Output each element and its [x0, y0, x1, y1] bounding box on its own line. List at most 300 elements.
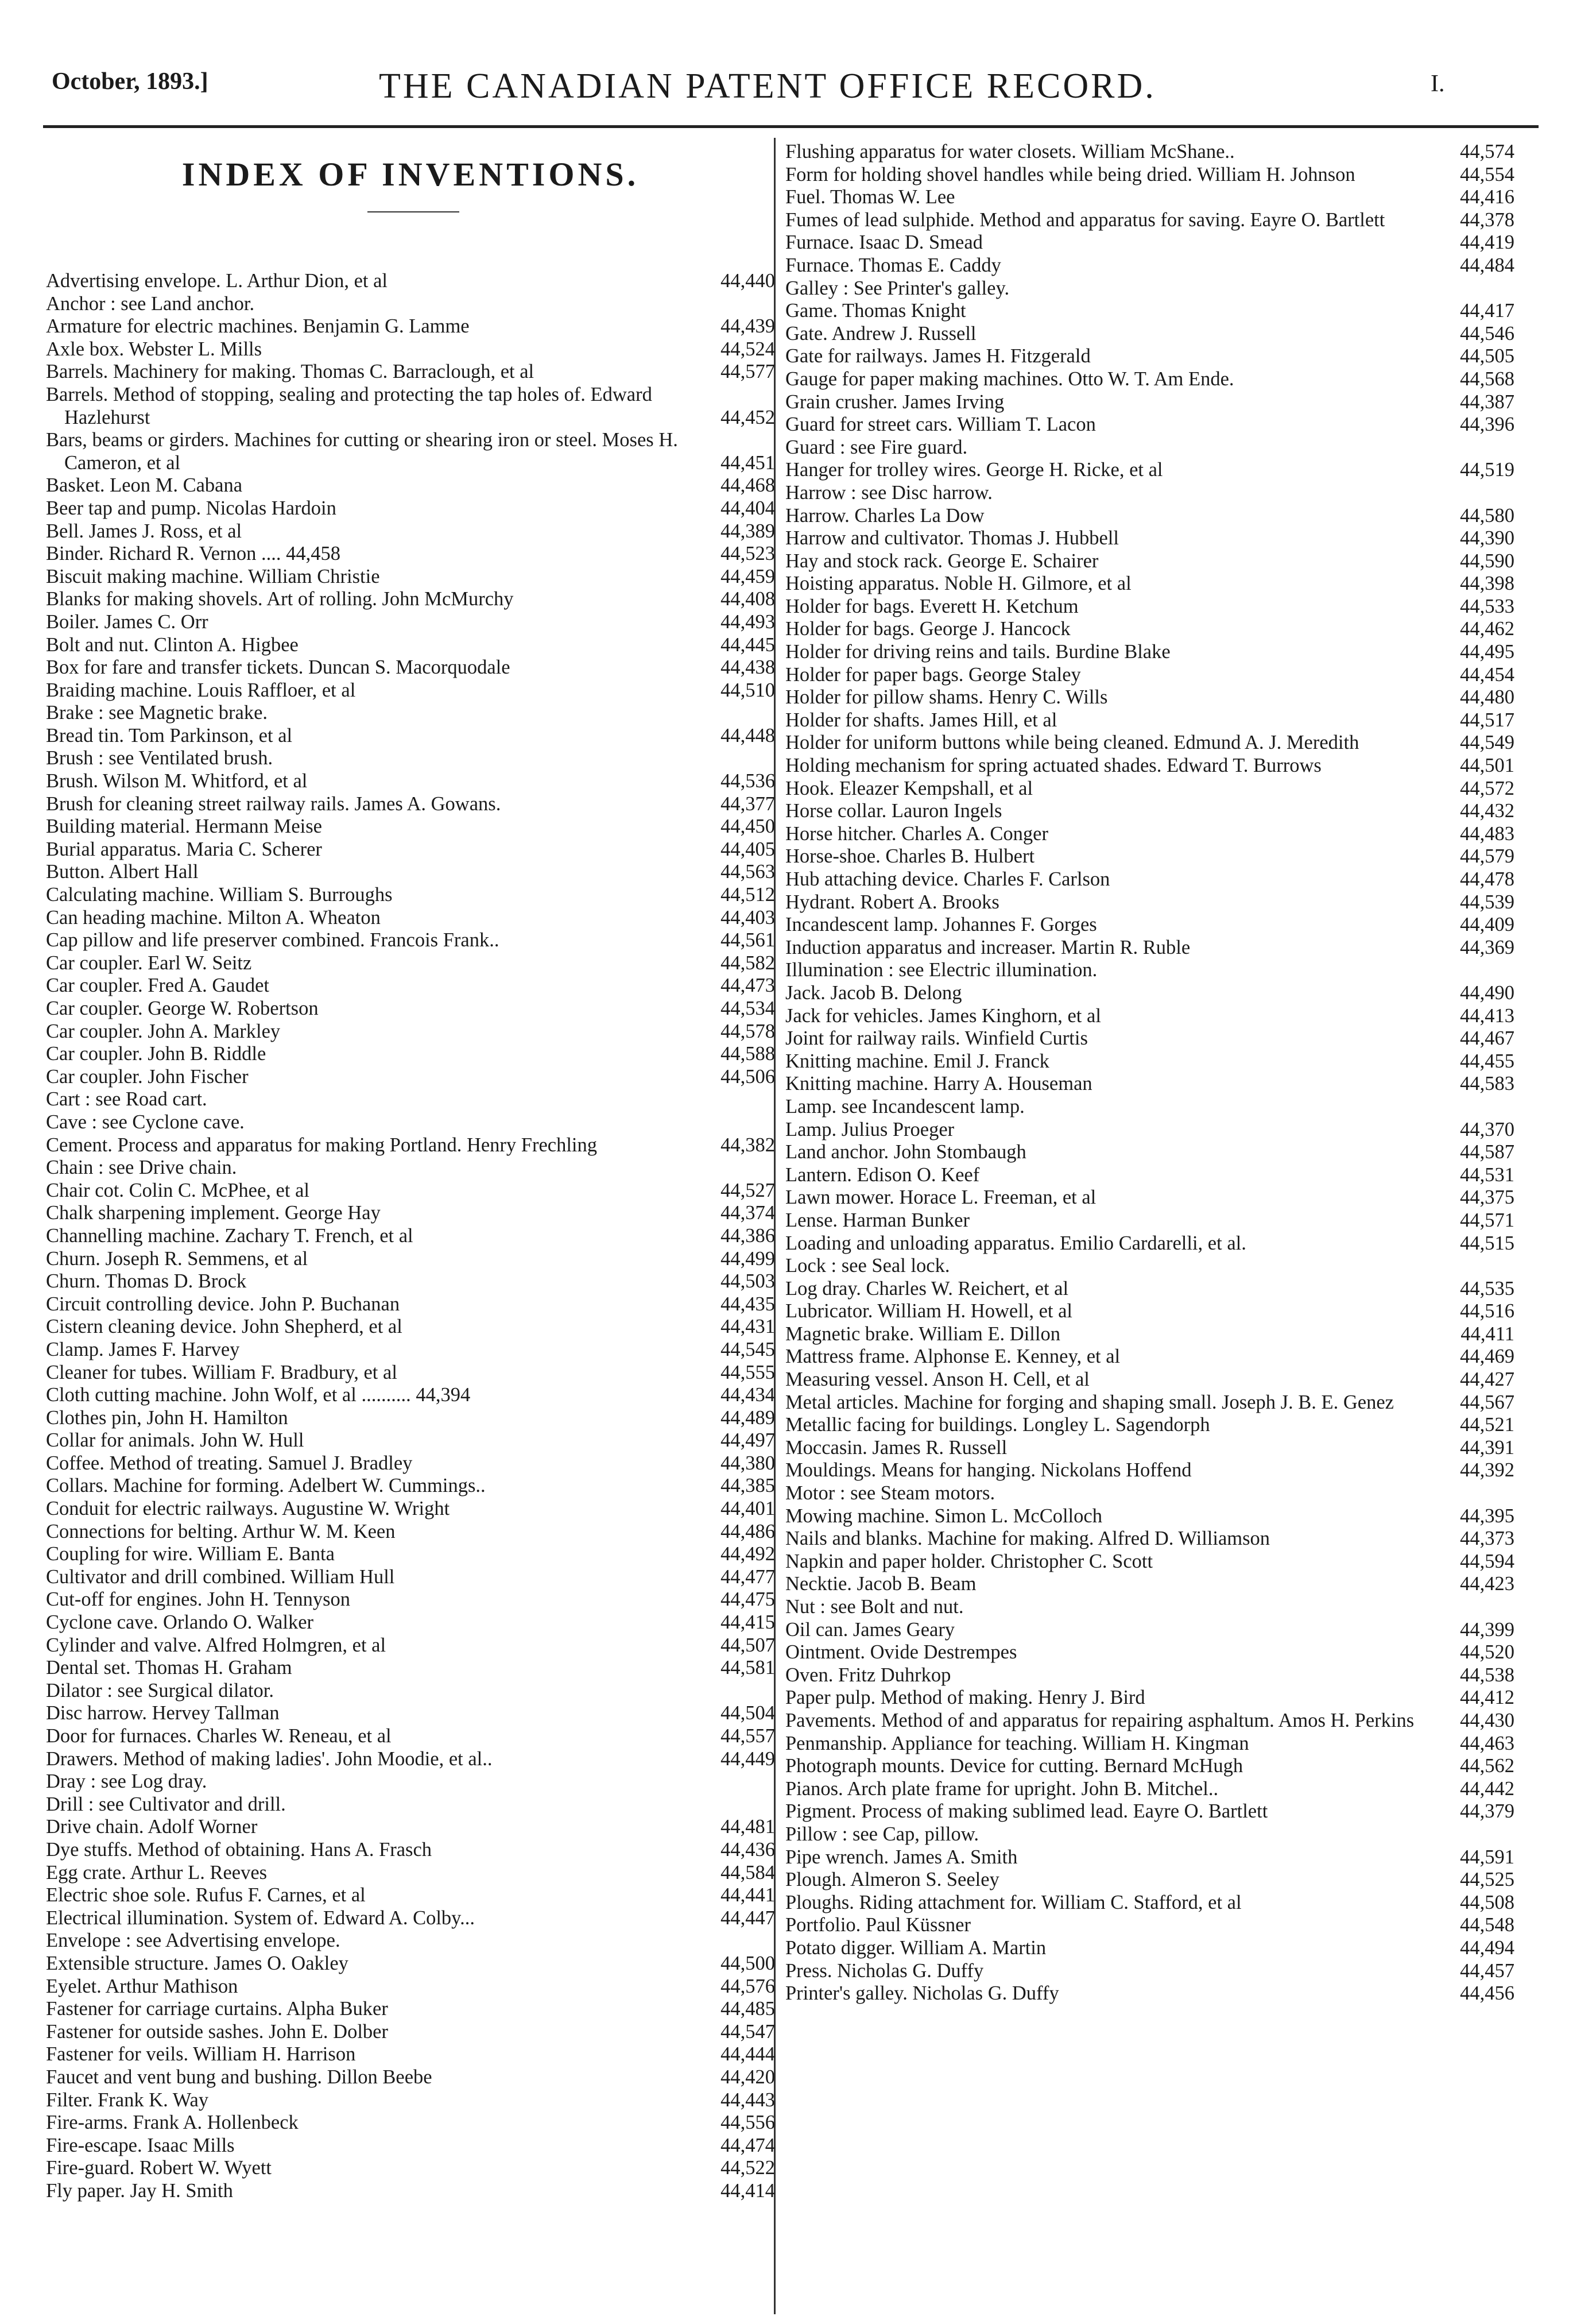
right-column — [785, 141, 1514, 2005]
entry-text: Egg crate. Arthur L. Reeves — [46, 1861, 268, 1884]
patent-number: 44,499 — [720, 1247, 775, 1270]
index-entry — [46, 997, 775, 1020]
patent-number: 44,451 — [720, 451, 775, 474]
index-entry — [785, 1209, 1514, 1232]
entry-text: Pavements. Method of and apparatus for repairing asphaltum. Amos H. Perkins — [785, 1709, 1415, 1731]
patent-number: 44,468 — [720, 474, 775, 497]
entry-text: Furnace. Isaac D. Smead — [785, 231, 983, 254]
entry-text: Disc harrow. Hervey Tallman — [46, 1702, 280, 1724]
entry-text: Jack for vehicles. James Kinghorn, et al — [785, 1004, 1101, 1027]
patent-number: 44,490 — [1460, 981, 1514, 1004]
index-entry — [785, 755, 1514, 778]
entry-text: Gate for railways. James H. Fitzgerald — [785, 345, 1091, 368]
entry-text: Channelling machine. Zachary T. French, et al — [46, 1224, 413, 1247]
patent-number: 44,504 — [720, 1702, 775, 1724]
index-entry — [46, 1839, 775, 1862]
index-entry — [785, 641, 1514, 664]
entry-text: Fire-guard. Robert W. Wyett — [46, 2157, 272, 2179]
index-entry — [46, 1884, 775, 1907]
patent-number: 44,474 — [720, 2134, 775, 2156]
index-entry — [46, 929, 775, 952]
entry-text: Napkin and paper holder. Christopher C. Scott — [785, 1550, 1153, 1572]
entry-text: Holder for driving reins and tails. Burdine Blake — [785, 641, 1171, 663]
entry-text: Holder for shafts. James Hill, et al — [785, 709, 1057, 731]
entry-text: Fly paper. Jay H. Smith — [46, 2179, 233, 2202]
entry-text: Drill : see Cultivator and drill. — [46, 1793, 286, 1815]
entry-text: Hydrant. Robert A. Brooks — [785, 891, 999, 913]
entry-text: Axle box. Webster L. Mills — [46, 338, 262, 360]
patent-number: 44,444 — [720, 2043, 775, 2066]
left-column — [46, 0, 775, 2202]
index-entry — [785, 1982, 1514, 2005]
patent-number: 44,463 — [1460, 1732, 1514, 1754]
entry-text: Gauge for paper making machines. Otto W. T. Am Ende. — [785, 368, 1234, 390]
entry-text: Brush for cleaning street railway rails. James A. Gowans. — [46, 792, 501, 815]
entry-text: Ploughs. Riding attachment for. William C. Stafford, et al — [785, 1891, 1242, 1913]
patent-number: 44,492 — [720, 1543, 775, 1565]
index-entry — [785, 141, 1514, 164]
entry-text: Furnace. Thomas E. Caddy — [785, 254, 1001, 276]
index-entry — [46, 975, 775, 997]
patent-number: 44,561 — [720, 929, 775, 952]
entry-text: Necktie. Jacob B. Beam — [785, 1573, 977, 1595]
index-entry — [46, 861, 775, 884]
index-entry — [785, 1641, 1514, 1664]
entry-text: Cloth cutting machine. John Wolf, et al .......... 44,394 — [46, 1384, 471, 1406]
index-entry — [785, 1232, 1514, 1255]
title-rule — [367, 211, 459, 212]
entry-text: Incandescent lamp. Johannes F. Gorges — [785, 914, 1097, 936]
entry-text: Lubricator. William H. Howell, et al — [785, 1300, 1073, 1323]
index-entry — [46, 2066, 775, 2089]
patent-number: 44,449 — [720, 1747, 775, 1770]
patent-number: 44,510 — [720, 679, 775, 701]
patent-number: 44,536 — [720, 770, 775, 792]
index-entry — [785, 1323, 1514, 1346]
entry-text: Hook. Eleazer Kempshall, et al — [785, 777, 1033, 799]
index-entry — [785, 1755, 1514, 1778]
index-entry — [46, 1998, 775, 2021]
patent-number: 44,441 — [720, 1884, 775, 1907]
entry-text: Conduit for electric railways. Augustine W. Wright — [46, 1498, 450, 1520]
entry-text: Nails and blanks. Machine for making. Alfred D. Williamson — [785, 1528, 1270, 1550]
entry-text: Biscuit making machine. William Christie — [46, 565, 380, 587]
patent-number: 44,391 — [1460, 1436, 1514, 1459]
entry-text: Moccasin. James R. Russell — [785, 1436, 1008, 1459]
patent-number: 44,525 — [1460, 1869, 1514, 1891]
index-entry — [46, 384, 775, 429]
index-entry — [46, 315, 775, 338]
entry-text: Press. Nicholas G. Duffy — [785, 1959, 984, 1982]
entry-text: Drawers. Method of making ladies'. John Moodie, et al.. — [46, 1747, 493, 1770]
index-entry — [785, 1664, 1514, 1687]
header-page-number: I. — [1431, 71, 1445, 97]
entry-text: Harrow : see Disc harrow. — [785, 481, 993, 504]
index-entry — [46, 1429, 775, 1452]
entry-text: Dray : see Log dray. — [46, 1770, 207, 1793]
index-entry — [46, 1680, 775, 1703]
patent-number: 44,415 — [720, 1611, 775, 1634]
patent-number: 44,469 — [1460, 1345, 1514, 1368]
entry-text: Door for furnaces. Charles W. Reneau, et al — [46, 1725, 392, 1747]
patent-number: 44,533 — [1460, 595, 1514, 617]
entry-text: Holding mechanism for spring actuated shades. Edward T. Burrows — [785, 755, 1322, 777]
patent-number: 44,423 — [1460, 1573, 1514, 1595]
entry-text: Coupling for wire. William E. Banta — [46, 1543, 335, 1565]
index-entry — [785, 1368, 1514, 1391]
patent-number: 44,473 — [720, 975, 775, 997]
patent-number: 44,455 — [1460, 1050, 1514, 1072]
entry-text: Horse hitcher. Charles A. Conger — [785, 822, 1048, 845]
entry-text: Advertising envelope. L. Arthur Dion, et al — [46, 270, 388, 292]
entry-text: Armature for electric machines. Benjamin G. Lamme — [46, 315, 470, 338]
index-entry — [785, 959, 1514, 982]
entry-text: Harrow. Charles La Dow — [785, 504, 985, 527]
patent-number: 44,443 — [720, 2089, 775, 2111]
entry-text: Chain : see Drive chain. — [46, 1157, 237, 1179]
index-entry — [46, 270, 775, 293]
index-entry — [46, 566, 775, 589]
index-entry — [46, 1020, 775, 1043]
index-entry — [785, 1414, 1514, 1437]
entry-text: Dye stuffs. Method of obtaining. Hans A. Frasch — [46, 1838, 432, 1861]
patent-number: 44,583 — [1460, 1073, 1514, 1095]
entry-text: Guard : see Fire guard. — [785, 436, 968, 458]
entry-text: Holder for uniform buttons while being cleaned. Edmund A. J. Meredith — [785, 732, 1359, 754]
entry-text: Fastener for outside sashes. John E. Dolber — [46, 2020, 388, 2043]
index-entry — [46, 293, 775, 316]
index-entry — [785, 1619, 1514, 1642]
entry-text: Pigment. Process of making sublimed lead. Eayre O. Bartlett — [785, 1800, 1268, 1823]
index-entry — [46, 1452, 775, 1475]
right-entry-list — [785, 141, 1514, 2005]
patent-number: 44,369 — [1460, 936, 1514, 958]
index-entry — [46, 679, 775, 702]
patent-number: 44,562 — [1460, 1755, 1514, 1777]
entry-text: Fuel. Thomas W. Lee — [785, 186, 955, 208]
patent-number: 44,557 — [720, 1725, 775, 1747]
index-entry — [46, 2021, 775, 2044]
index-entry — [46, 1293, 775, 1316]
index-entry — [46, 429, 775, 474]
index-entry — [46, 793, 775, 816]
index-entry — [46, 1111, 775, 1134]
index-entry — [785, 1050, 1514, 1073]
patent-number: 44,522 — [720, 2157, 775, 2179]
patent-number: 44,431 — [720, 1316, 775, 1338]
patent-number: 44,447 — [720, 1907, 775, 1929]
index-entry — [785, 1005, 1514, 1028]
entry-text: Fire-escape. Isaac Mills — [46, 2134, 235, 2156]
index-entry — [785, 1096, 1514, 1119]
index-entry — [785, 550, 1514, 573]
entry-text: Horse-shoe. Charles B. Hulbert — [785, 845, 1035, 868]
patent-number: 44,590 — [1460, 550, 1514, 572]
patent-number: 44,493 — [720, 610, 775, 633]
patent-number: 44,399 — [1460, 1618, 1514, 1641]
patent-number: 44,375 — [1460, 1186, 1514, 1209]
patent-number: 44,508 — [1460, 1891, 1514, 1913]
entry-text: Cave : see Cyclone cave. — [46, 1111, 245, 1133]
entry-text: Mattress frame. Alphonse E. Kenney, et al — [785, 1345, 1121, 1368]
entry-text: Photograph mounts. Device for cutting. Bernard McHugh — [785, 1755, 1243, 1777]
entry-text: Calculating machine. William S. Burroughs — [46, 884, 393, 906]
index-entry — [46, 1475, 775, 1498]
patent-number: 44,450 — [720, 815, 775, 838]
patent-number: 44,434 — [720, 1384, 775, 1406]
entry-text: Brush. Wilson M. Whitford, et al — [46, 770, 308, 792]
entry-text: Cistern cleaning device. John Shepherd, et al — [46, 1316, 402, 1338]
entry-text: Car coupler. Fred A. Gaudet — [46, 975, 269, 997]
entry-text: Cement. Process and apparatus for making Portland. Henry Frechling — [46, 1134, 598, 1156]
patent-number: 44,587 — [1460, 1141, 1514, 1163]
index-entry — [785, 732, 1514, 755]
patent-number: 44,563 — [720, 861, 775, 883]
index-entry — [46, 1748, 775, 1771]
entry-text: Guard for street cars. William T. Lacon — [785, 413, 1096, 436]
entry-text: Dilator : see Surgical dilator. — [46, 1679, 274, 1702]
entry-text: Knitting machine. Emil J. Franck — [785, 1050, 1049, 1072]
patent-number: 44,588 — [720, 1043, 775, 1065]
patent-number: 44,380 — [720, 1452, 775, 1474]
entry-text: Oil can. James Geary — [785, 1618, 955, 1641]
entry-text: Dental set. Thomas H. Graham — [46, 1657, 292, 1679]
index-entry — [785, 231, 1514, 254]
entry-text: Electric shoe sole. Rufus F. Carnes, et al — [46, 1884, 366, 1907]
index-entry — [785, 413, 1514, 436]
index-entry — [785, 1505, 1514, 1528]
index-entry — [785, 1550, 1514, 1573]
entry-text: Car coupler. John B. Riddle — [46, 1043, 266, 1065]
patent-number: 44,445 — [720, 633, 775, 656]
index-entry — [46, 1952, 775, 1975]
patent-number: 44,377 — [720, 792, 775, 815]
entry-text: Filter. Frank K. Way — [46, 2089, 209, 2111]
index-entry — [785, 1960, 1514, 1983]
index-entry — [785, 1937, 1514, 1960]
index-entry — [46, 1202, 775, 1225]
patent-number: 44,538 — [1460, 1664, 1514, 1686]
entry-text: Burial apparatus. Maria C. Scherer — [46, 838, 322, 860]
index-entry — [785, 368, 1514, 391]
index-entry — [785, 1119, 1514, 1142]
index-entry — [785, 982, 1514, 1005]
index-entry — [785, 1073, 1514, 1096]
patent-number: 44,574 — [1460, 141, 1514, 163]
index-entry — [785, 254, 1514, 277]
patent-number: 44,485 — [720, 1998, 775, 2020]
patent-number: 44,382 — [720, 1134, 775, 1156]
index-entry — [46, 1248, 775, 1271]
entry-text: Electrical illumination. System of. Edward A. Colby... — [46, 1907, 475, 1929]
patent-number: 44,442 — [1460, 1777, 1514, 1800]
entry-text: Fastener for carriage curtains. Alpha Buker — [46, 1998, 388, 2020]
patent-number: 44,427 — [1460, 1368, 1514, 1391]
patent-number: 44,408 — [720, 588, 775, 610]
index-entry — [46, 1793, 775, 1816]
index-entry — [46, 2134, 775, 2157]
entry-text: Knitting machine. Harry A. Houseman — [785, 1073, 1092, 1095]
index-entry — [46, 1362, 775, 1385]
index-entry — [46, 725, 775, 748]
index-entry — [46, 907, 775, 930]
index-entry — [785, 277, 1514, 300]
index-entry — [785, 937, 1514, 960]
patent-number: 44,523 — [720, 543, 775, 565]
entry-text: Eyelet. Arthur Mathison — [46, 1975, 238, 1997]
index-entry — [46, 1657, 775, 1680]
entry-text: Braiding machine. Louis Raffloer, et al — [46, 679, 356, 701]
index-entry — [785, 1164, 1514, 1187]
patent-number: 44,412 — [1460, 1687, 1514, 1709]
entry-text: Pillow : see Cap, pillow. — [785, 1823, 979, 1845]
entry-text: Brush : see Ventilated brush. — [46, 747, 273, 769]
index-entry — [46, 2180, 775, 2203]
index-entry — [785, 1573, 1514, 1596]
index-entry — [785, 527, 1514, 550]
entry-text: Envelope : see Advertising envelope. — [46, 1929, 340, 1952]
index-entry — [785, 778, 1514, 801]
index-entry — [46, 1088, 775, 1111]
index-entry — [785, 1141, 1514, 1164]
index-entry — [46, 1634, 775, 1657]
patent-number: 44,517 — [1460, 709, 1514, 731]
patent-number: 44,576 — [720, 1975, 775, 1997]
entry-text: Car coupler. John Fischer — [46, 1065, 249, 1088]
patent-number: 44,438 — [720, 656, 775, 679]
entry-text: Pianos. Arch plate frame for upright. John B. Mitchel.. — [785, 1777, 1219, 1800]
entry-text: Box for fare and transfer tickets. Duncan S. Macorquodale — [46, 656, 510, 679]
index-entry — [785, 186, 1514, 209]
entry-text: Joint for railway rails. Winfield Curtis — [785, 1027, 1088, 1050]
entry-text: Log dray. Charles W. Reichert, et al — [785, 1277, 1069, 1300]
entry-text: Oven. Fritz Duhrkop — [785, 1664, 951, 1686]
patent-number: 44,580 — [1460, 504, 1514, 527]
entry-text: Measuring vessel. Anson H. Cell, et al — [785, 1368, 1090, 1391]
index-entry — [785, 505, 1514, 528]
entry-text: Car coupler. John A. Markley — [46, 1020, 281, 1042]
entry-text: Car coupler. Earl W. Seitz — [46, 952, 252, 974]
patent-number: 44,554 — [1460, 163, 1514, 185]
title-area — [46, 0, 775, 270]
patent-number: 44,535 — [1460, 1277, 1514, 1300]
entry-text: Hub attaching device. Charles F. Carlson — [785, 868, 1110, 890]
entry-text: Ointment. Ovide Destrempes — [785, 1641, 1017, 1664]
patent-number: 44,385 — [720, 1475, 775, 1497]
index-entry — [46, 1316, 775, 1339]
patent-number: 44,571 — [1460, 1209, 1514, 1231]
entry-text: Can heading machine. Milton A. Wheaton — [46, 906, 381, 929]
patent-number: 44,572 — [1460, 777, 1514, 799]
index-entry — [785, 595, 1514, 618]
entry-text: Motor : see Steam motors. — [785, 1482, 995, 1505]
index-entry — [785, 1528, 1514, 1550]
entry-text: Bars, beams or girders. Machines for cutting or shearing iron or steel. Moses H. Cameron, et al — [46, 429, 678, 474]
index-entry — [785, 459, 1514, 482]
entry-text: Cyclone cave. Orlando O. Walker — [46, 1611, 314, 1634]
index-entry — [785, 345, 1514, 368]
index-entry — [46, 2112, 775, 2134]
patent-number: 44,548 — [1460, 1914, 1514, 1936]
patent-number: 44,435 — [720, 1293, 775, 1315]
patent-number: 44,477 — [720, 1565, 775, 1588]
patent-number: 44,486 — [720, 1520, 775, 1542]
patent-number: 44,432 — [1460, 800, 1514, 822]
index-entry — [785, 800, 1514, 823]
index-entry — [785, 391, 1514, 414]
index-entry — [785, 618, 1514, 641]
patent-number: 44,503 — [720, 1270, 775, 1293]
entry-text: Coffee. Method of treating. Samuel J. Bradley — [46, 1452, 413, 1474]
patent-number: 44,386 — [720, 1224, 775, 1247]
patent-number: 44,506 — [720, 1065, 775, 1088]
entry-text: Holder for pillow shams. Henry C. Wills — [785, 686, 1108, 709]
patent-number: 44,568 — [1460, 368, 1514, 390]
index-entry — [46, 588, 775, 611]
index-entry — [46, 2089, 775, 2112]
index-entry — [46, 747, 775, 770]
entry-text: Clamp. James F. Harvey — [46, 1338, 240, 1360]
index-entry — [46, 1975, 775, 1998]
entry-text: Mowing machine. Simon L. McColloch — [785, 1505, 1102, 1527]
entry-text: Extensible structure. James O. Oakley — [46, 1952, 348, 1974]
patent-number: 44,505 — [1460, 345, 1514, 368]
index-entry — [46, 1725, 775, 1748]
entry-text: Bell. James J. Ross, et al — [46, 520, 242, 542]
entry-text: Fire-arms. Frank A. Hollenbeck — [46, 2112, 299, 2134]
patent-number: 44,555 — [720, 1361, 775, 1383]
entry-text: Grain crusher. James Irving — [785, 390, 1005, 413]
index-entry — [785, 664, 1514, 687]
index-entry — [46, 520, 775, 543]
entry-text: Button. Albert Hall — [46, 861, 199, 883]
entry-text: Lantern. Edison O. Keef — [785, 1163, 980, 1186]
entry-text: Galley : See Printer's galley. — [785, 277, 1010, 299]
patent-number: 44,500 — [720, 1952, 775, 1974]
patent-number: 44,501 — [1460, 755, 1514, 777]
patent-number: 44,497 — [720, 1429, 775, 1452]
patent-number: 44,411 — [1460, 1323, 1514, 1345]
patent-number: 44,420 — [720, 2066, 775, 2088]
index-entry — [46, 1588, 775, 1611]
patent-number: 44,456 — [1460, 1982, 1514, 2005]
patent-number: 44,396 — [1460, 413, 1514, 436]
index-entry — [785, 1027, 1514, 1050]
index-entry — [785, 1437, 1514, 1460]
patent-number: 44,507 — [720, 1634, 775, 1656]
entry-text: Barrels. Machinery for making. Thomas C. Barraclough, et al — [46, 361, 534, 383]
entry-text: Lamp. Julius Proeger — [785, 1118, 955, 1140]
patent-number: 44,512 — [720, 884, 775, 906]
patent-number: 44,439 — [720, 315, 775, 338]
index-entry — [785, 300, 1514, 323]
entry-text: Paper pulp. Method of making. Henry J. Bird — [785, 1687, 1145, 1709]
entry-text: Harrow and cultivator. Thomas J. Hubbell — [785, 527, 1119, 550]
header-date: October, 1893.] — [52, 68, 208, 95]
patent-number: 44,520 — [1460, 1641, 1514, 1664]
index-entry — [785, 1914, 1514, 1937]
entry-text: Barrels. Method of stopping, sealing and protecting the tap holes of. Edward Hazlehurst — [46, 383, 652, 428]
index-entry — [46, 1270, 775, 1293]
index-entry — [46, 656, 775, 679]
index-entry — [785, 845, 1514, 868]
index-entry — [46, 634, 775, 657]
patent-number: 44,519 — [1460, 459, 1514, 481]
patent-number: 44,531 — [1460, 1163, 1514, 1186]
entry-text: Cultivator and drill combined. William Hull — [46, 1565, 395, 1588]
index-entry — [785, 1459, 1514, 1482]
index-entry — [46, 1907, 775, 1930]
